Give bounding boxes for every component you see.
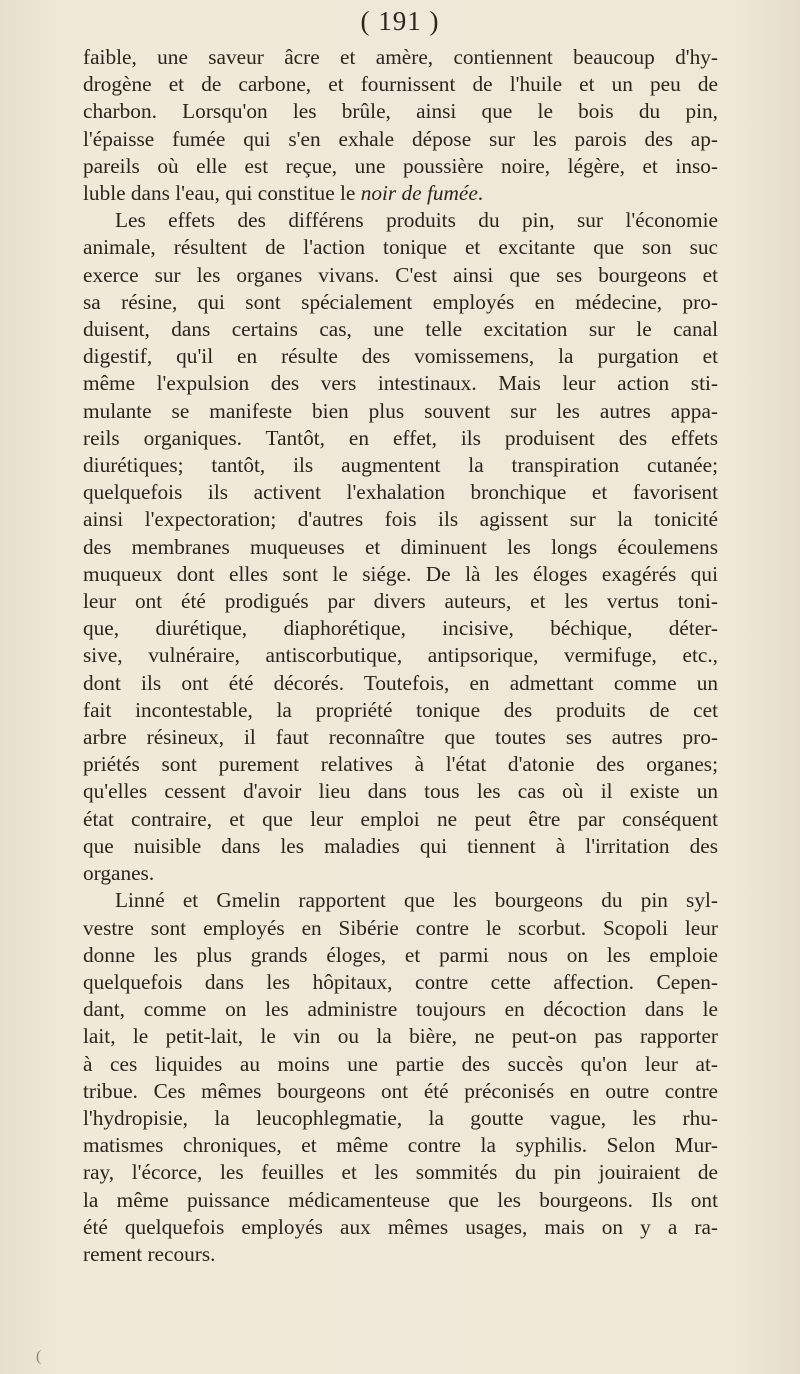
text-line: lait, le petit-lait, le vin ou la bière, ne peut-on pas rapporter (83, 1024, 718, 1049)
text-line: charbon. Lorsqu'on les brûle, ainsi que le bois du pin, (83, 99, 718, 124)
text-line: que nuisible dans les maladies qui tiennent à l'irritation des (83, 833, 718, 858)
text-line: ray, l'écorce, les feuilles et les sommités du pin jouiraient de (83, 1160, 718, 1185)
text-line: pareils où elle est reçue, une poussière noire, légère, et inso- (83, 153, 718, 178)
text-line: la même puissance médicamenteuse que les bourgeons. Ils ont (83, 1187, 718, 1212)
text-line: tribue. Ces mêmes bourgeons ont été préconisés en outre contre (83, 1078, 718, 1103)
text-line: état contraire, et que leur emploi ne peut être par conséquent (83, 806, 718, 831)
text-line: duisent, dans certains cas, une telle excitation sur le canal (83, 317, 718, 342)
text-line: organes. (83, 861, 155, 886)
text-line: mulante se manifeste bien plus souvent sur les autres appa- (83, 398, 718, 423)
text-line: sive, vulnéraire, antiscorbutique, antipsorique, vermifuge, etc., (83, 643, 718, 668)
text-line: des membranes muqueuses et diminuent les longs écoulemens (83, 534, 718, 559)
text-line: diurétiques; tantôt, ils augmentent la transpiration cutanée; (83, 453, 718, 478)
text-line: donne les plus grands éloges, et parmi nous on les emploie (83, 942, 718, 967)
text-line: sa résine, qui sont spécialement employés en médecine, pro- (83, 289, 718, 314)
text-line: leur ont été prodigués par divers auteurs, et les vertus toni- (83, 589, 718, 614)
text-line: digestif, qu'il en résulte des vomissemens, la purgation et (83, 344, 718, 369)
sentence-end: . (477, 181, 484, 206)
text-line: priétés sont purement relatives à l'état d'atonie des organes; (83, 752, 718, 777)
text-line: Les effets des différens produits du pin, sur l'économie (115, 208, 718, 233)
text-line: que, diurétique, diaphorétique, incisive, béchique, déter- (83, 616, 718, 641)
text-line: ainsi l'expectoration; d'autres fois ils agissent sur la tonicité (83, 507, 718, 532)
text-line: l'hydropisie, la leucophlegmatie, la goutte vague, les rhu- (83, 1105, 718, 1130)
text-line: même l'expulsion des vers intestinaux. Mais leur action sti- (83, 371, 718, 396)
text-line: quelquefois dans les hôpitaux, contre cette affection. Cepen- (83, 969, 718, 994)
paragraph-3 (83, 887, 718, 1268)
text-line: qu'elles cessent d'avoir lieu dans tous les cas où il existe un (83, 779, 718, 804)
paragraph-1 (83, 44, 718, 207)
text-line: rement recours. (83, 1241, 216, 1266)
text-line: dont ils ont été décorés. Toutefois, en admettant comme un (83, 670, 718, 695)
body-text (83, 44, 718, 1268)
paragraph-2 (83, 207, 718, 887)
text-line: matismes chroniques, et même contre la syphilis. Selon Mur- (83, 1133, 718, 1158)
text-line: vestre sont employés en Sibérie contre le scorbut. Scopoli leur (83, 915, 718, 940)
text-line: Linné et Gmelin rapportent que les bourgeons du pin syl- (115, 888, 718, 913)
text-line: exerce sur les organes vivans. C'est ainsi que ses bourgeons et (83, 262, 718, 287)
text-line-last (83, 180, 718, 207)
margin-mark: ( (36, 1348, 42, 1365)
text-line: quelquefois ils activent l'exhalation bronchique et favorisent (83, 480, 718, 505)
text-line: muqueux dont elles sont le siége. De là les éloges exagérés qui (83, 561, 718, 586)
text-line: luble dans l'eau, qui constitue le (83, 181, 356, 206)
italic-term: noir de fumée (360, 181, 478, 206)
text-line: drogène et de carbone, et fournissent de l'huile et un peu de (83, 72, 718, 97)
text-line: reils organiques. Tantôt, en effet, ils produisent des effets (83, 425, 718, 450)
text-line: dant, comme on les administre toujours en décoction dans le (83, 997, 718, 1022)
text-line: à ces liquides au moins une partie des succès qu'on leur at- (83, 1051, 718, 1076)
text-line: animale, résultent de l'action tonique et excitante que son suc (83, 235, 718, 260)
text-line: l'épaisse fumée qui s'en exhale dépose sur les parois des ap- (83, 126, 718, 151)
text-line: fait incontestable, la propriété tonique des produits de cet (83, 697, 718, 722)
text-line: été quelquefois employés aux mêmes usages, mais on y a ra- (83, 1214, 718, 1239)
page-number: ( 191 ) (360, 6, 440, 36)
text-line: arbre résineux, il faut reconnaître que toutes ses autres pro- (83, 725, 718, 750)
text-line: faible, une saveur âcre et amère, contiennent beaucoup d'hy- (83, 45, 718, 69)
